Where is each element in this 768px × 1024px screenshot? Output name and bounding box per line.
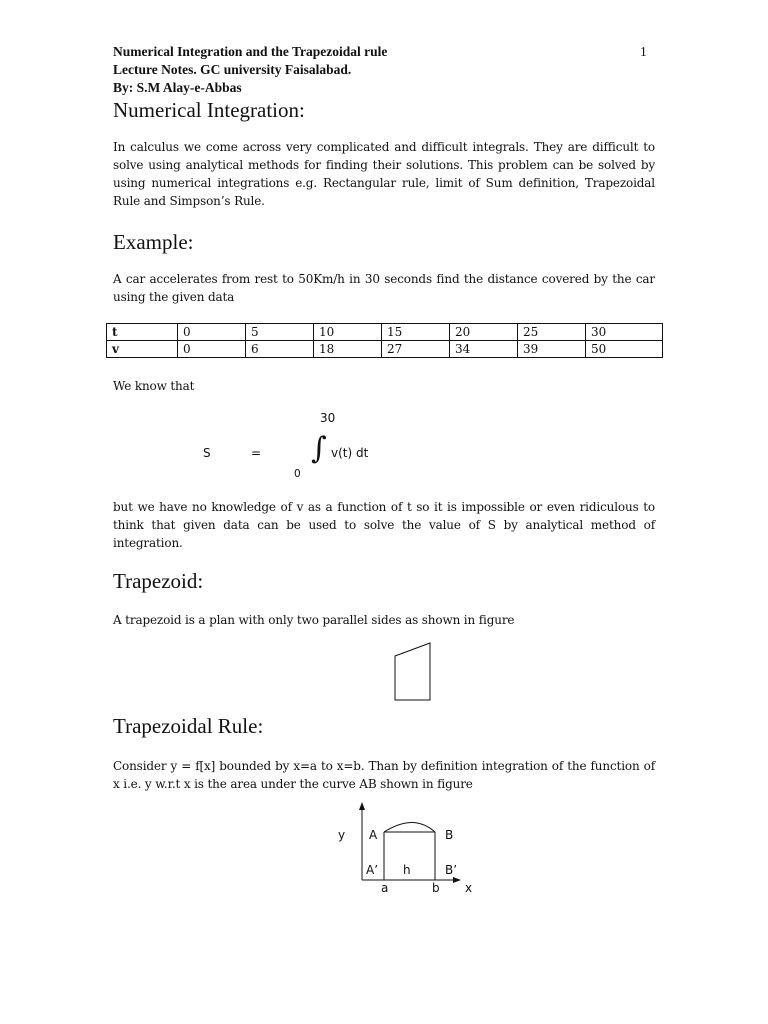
data-table — [106, 323, 663, 358]
table-cell: 6 — [246, 341, 314, 358]
equation-integrand: v(t) dt — [331, 446, 369, 460]
x-axis-arrow-icon — [453, 877, 461, 883]
table-cell: 34 — [450, 341, 518, 358]
label-y: y — [338, 828, 346, 842]
y-axis-arrow-icon — [359, 802, 365, 810]
row-label-t: t — [107, 324, 178, 341]
table-cell: 0 — [178, 341, 246, 358]
table-cell: 5 — [246, 324, 314, 341]
trapezoid-figure — [390, 640, 434, 704]
doc-title: Numerical Integration and the Trapezoidal rule — [113, 44, 388, 59]
doc-author: By: S.M Alay-e-Abbas — [113, 80, 242, 95]
label-a-point: A — [369, 828, 378, 842]
table-cell: 50 — [586, 341, 663, 358]
table-cell: 15 — [382, 324, 450, 341]
heading-trapezoidal-rule: Trapezoidal Rule: — [113, 714, 264, 738]
table-row-t — [107, 324, 663, 341]
page-number: 1 — [640, 44, 647, 59]
paragraph-trapezoidal-rule: Consider y = f[x] bounded by x=a to x=b. Than by definition integration of the function of x i.e. y w.r.t x is the area under the curve AB shown in figure — [113, 759, 655, 791]
trapezoidal-rule-figure — [330, 800, 480, 900]
heading-example: Example: — [113, 230, 194, 254]
table-cell: 27 — [382, 341, 450, 358]
table-cell: 20 — [450, 324, 518, 341]
label-b-axis: b — [432, 881, 440, 895]
table-cell: 30 — [586, 324, 663, 341]
we-know-text: We know that — [113, 379, 195, 393]
equation-lhs: S — [203, 446, 211, 460]
paragraph-example: A car accelerates from rest to 50Km/h in 30 seconds find the distance covered by the car using the given data — [113, 272, 655, 304]
row-label-v: v — [107, 341, 178, 358]
table-cell: 10 — [314, 324, 382, 341]
trapezoid-shape — [395, 643, 430, 700]
table-cell: 39 — [518, 341, 586, 358]
heading-numerical-integration: Numerical Integration: — [113, 98, 305, 122]
label-h: h — [403, 863, 411, 877]
table-row-v — [107, 341, 663, 358]
curve-ab — [384, 823, 435, 832]
label-b-point: B — [445, 828, 454, 842]
paragraph-numerical-integration: In calculus we come across very complicated and difficult integrals. They are difficult to solve using analytical methods for finding their solutions. This problem can be solved by using numerical integrations e.g. Rectangular rule, limit of Sum definition, Trapezoidal Rule and Simpson’s Rule. — [113, 140, 655, 208]
label-b-prime: B’ — [445, 863, 458, 877]
paragraph-no-knowledge: but we have no knowledge of v as a function of t so it is impossible or even ridiculous to think that given data can be used to solve the value of S by analytical method of integration. — [113, 500, 655, 550]
equation-equals: = — [251, 446, 262, 460]
label-a-prime: A’ — [366, 863, 379, 877]
doc-source: Lecture Notes. GC university Faisalabad. — [113, 62, 352, 77]
heading-trapezoid: Trapezoid: — [113, 569, 204, 593]
label-x: x — [465, 881, 473, 895]
table-cell: 25 — [518, 324, 586, 341]
table-cell: 18 — [314, 341, 382, 358]
label-a-axis: a — [381, 881, 389, 895]
paragraph-trapezoid: A trapezoid is a plan with only two parallel sides as shown in figure — [113, 613, 515, 627]
integral-upper-limit: 30 — [320, 411, 336, 425]
integral-lower-limit: 0 — [294, 468, 301, 480]
integral-sign-icon: ∫ — [311, 431, 327, 466]
table-cell: 0 — [178, 324, 246, 341]
